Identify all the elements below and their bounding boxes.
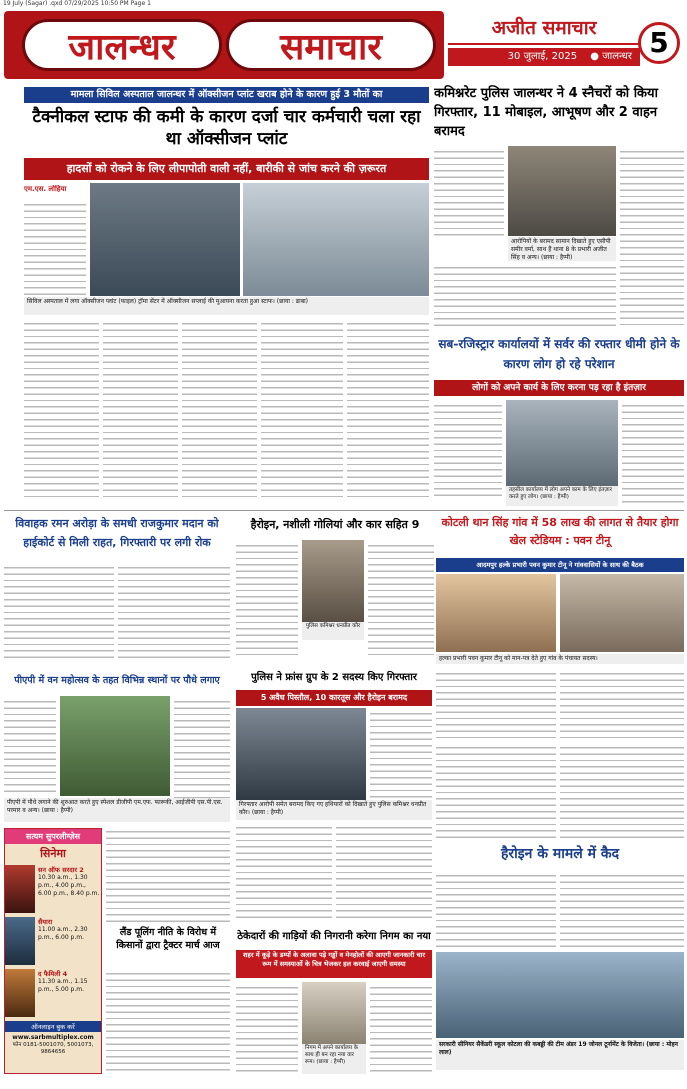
story3-body-col1 — [434, 400, 502, 500]
oxygen-plant-photo-2 — [243, 183, 429, 296]
story6-body-col2 — [174, 696, 230, 806]
story1-body-col5 — [261, 318, 343, 500]
story7-body-col1 — [236, 822, 332, 922]
story11-body-col2 — [560, 870, 684, 950]
story1-body-col2 — [24, 318, 99, 500]
story6-body-col3 — [106, 826, 230, 922]
tinu-meeting-photo-2 — [560, 574, 684, 652]
movie3-poster — [5, 969, 35, 1017]
story5-headline: हैरोइन, नशीली गोलियां और कार सहित 9 — [250, 518, 420, 531]
cinema-ad-title: सत्यम सुपरलीग्ज़ेस — [5, 829, 101, 844]
story2-body-col1 — [434, 146, 504, 236]
story10-caption: निगम में अपने कार्यालय के साथ ही बन रहा नया वार रूम। (छाया : हैप्पी) — [302, 1044, 366, 1074]
story8-body-col4 — [560, 742, 684, 838]
snatchers-arrest-photo — [508, 146, 616, 236]
story3-body-col2 — [622, 400, 684, 506]
weapons-recovered-photo — [236, 708, 366, 800]
story8-body-col3 — [436, 742, 556, 838]
story1-body-col3 — [103, 318, 178, 500]
story5-caption: पुलिस कमिश्नर धनप्रीत कौर — [302, 622, 364, 640]
story9-headline: लैंड पूलिंग नीति के विरोध में किसानों द्वारा ट्रैक्टर मार्च आज — [116, 927, 220, 951]
story4-headline: विवाहक रमन अरोड़ा के समधी राजकुमार मदान को हाईकोर्ट से मिली राहत, गिरफ्तारी पर लगी रोक — [15, 517, 219, 549]
story6-headline: पीएपी में वन महोत्सव के तहत विभिन्न स्थानों पर पौधे लगाए — [14, 675, 220, 686]
police-commissioner-photo — [302, 540, 364, 622]
booking-phone: फोन 0181-5001070, 5001073, 9864656 — [12, 1042, 94, 1055]
booking-website: www.sarbmultiplex.com — [12, 1034, 94, 1041]
story1-byline: एम.एस. लोहिया — [24, 185, 67, 193]
movie3-title: द फैमिली 4 — [38, 970, 68, 978]
story1-body-col4 — [182, 318, 257, 500]
masthead-city: जालन्धर — [22, 19, 222, 71]
story1-subhead: हादसों को रोकने के लिए लीपापोती वाली नहीं, बारीकी से जांच करने की ज़रूरत — [24, 158, 429, 180]
movie1-times: 10.30 a.m., 1.30 p.m., 4.00 p.m., 6.00 p.m., 8.40 p.m. — [38, 874, 100, 897]
section-divider — [4, 510, 684, 511]
cinema-ad-subtitle: सिनेमा — [40, 847, 66, 860]
story10-body-col2 — [370, 982, 432, 1074]
story8-subhead: आदमपुर हल्के प्रभारी पवन कुमार टीनू ने गांववासियों के साथ की बैठक — [436, 558, 684, 572]
booking-label: ऑनलाइन बुक करें — [5, 1021, 101, 1032]
story7-subhead: 5 अवैध पिस्तौल, 10 कारतूस और हैरोइन बरामद — [236, 690, 432, 706]
story2-headline: कमिश्नरेट पुलिस जालन्धर ने 4 स्नैचरों को किया गिरफ्तार, 11 मोबाइल, आभूषण और 2 वाहन बरामद — [434, 86, 658, 139]
story8-body-col2 — [560, 668, 684, 738]
story11-credit: (छाया : मोहन लाल) — [439, 1041, 678, 1056]
story8-body-col1 — [436, 668, 556, 738]
masthead-section: समाचार — [226, 19, 436, 71]
oxygen-plant-photo-1 — [90, 183, 240, 296]
story10-credit: (छाया : हैप्पी) — [316, 1059, 346, 1065]
story10-headline: ठेकेदारों की गाड़ियों की निगरानी करेगा निगम का नया — [237, 931, 431, 942]
story11-headline: हैरोइन के मामले में कैद — [500, 846, 620, 862]
story1-photo-caption: सिविल अस्पताल में लगा ऑक्सीजन प्लांट (फाइल) ट्रॉमा सेंटर में ऑक्सीजन सप्लाई की मुआयना करता हुआ स्टाफ। (छाया : ढाबा) — [24, 297, 429, 315]
story8-caption: हल्का प्रभारी पवन कुमार टीनू को मान-पत्र देते हुए गांव के पंचायत सदस्य। — [436, 654, 684, 664]
story7-headline: पुलिस ने फ्रांस ग्रुप के 2 सदस्य किए गिरफ्तार — [251, 672, 417, 683]
story3-photo-caption: तहसील कार्यालय में लोग अपने काम के लिए इंतज़ार करते हुए लोग। (छाया : हैप्पी) — [506, 486, 618, 506]
issue-date: 30 जुलाई, 2025 — [507, 51, 578, 62]
tinu-meeting-photo-1 — [436, 574, 556, 652]
story7-body-col2 — [336, 822, 432, 922]
story11-caption: सरकारी सीनियर सैकेंडरी स्कूल कोटला की कबड्डी की टीम अंडर 19 जोनल टूर्नामेंट के विजेता। (छाया : मोहन लाल) — [436, 1040, 684, 1070]
kabaddi-team-photo — [436, 952, 684, 1038]
story10-subhead: शहर में कूड़े के डम्पों के अलावा पड़े गड्ढों व मेनहोलों की आएगी जानकारी चार रूम में समस्याओं के चित्र भेजकर हल करवाई जाएगी समस्या — [236, 950, 432, 978]
movie2-times: 11.00 a.m., 2.30 p.m., 6.00 p.m. — [38, 926, 88, 941]
paper-name: अजीत समाचार — [448, 11, 640, 45]
story2-body-col2 — [434, 262, 616, 326]
pap-tree-plantation-photo — [60, 696, 170, 796]
issue-city: ● जालन्धर — [590, 51, 632, 62]
story7-body-col3 — [370, 708, 432, 808]
story4-body-col1 — [4, 562, 114, 662]
sub-registrar-photo — [506, 400, 618, 486]
page-number: 5 — [638, 22, 680, 64]
movie2-poster — [5, 917, 35, 965]
movie2-title: सैयारा — [38, 918, 53, 926]
story4-body-col2 — [118, 562, 230, 662]
story1-kicker: मामला सिविल अस्पताल जालन्धर में ऑक्सीजन प्लांट खराब होने के कारण हुई 3 मौतों का — [24, 87, 429, 103]
date-bar — [448, 48, 640, 66]
story10-body-col1 — [236, 982, 298, 1074]
movie1-title: सन ऑफ सरदार 2 — [38, 866, 84, 874]
story6-body-col1 — [4, 696, 56, 796]
war-room-photo — [302, 982, 366, 1044]
story2-photo-caption: आरोपियों के बरामद सामान दिखाते हुए एसीपी समीर वर्मा, साथ हैं थाना 8 के प्रभारी अजीत सिंह व अन्य। (छाया : हैप्पी) — [508, 237, 616, 261]
story1-body-col6 — [347, 318, 429, 500]
story1-body-col1 — [24, 199, 86, 295]
story2-body-col3 — [620, 146, 684, 326]
print-slug: 19 July (Sagar) .qxd 07/29/2025 10:50 PM Page 1 — [3, 0, 151, 7]
movie1-poster — [5, 865, 35, 913]
story9-body — [106, 968, 230, 1074]
cinema-ad — [4, 828, 102, 1074]
story7-credit: (छाया : हैप्पी) — [251, 809, 284, 816]
story2-credit: (छाया : हैप्पी) — [540, 254, 573, 261]
story6-credit: (छाया : हैप्पी) — [41, 807, 73, 814]
story7-caption: गिरफ्तार आरोपी समेत बरामद किए गए हथियारों को दिखाते हुए पुलिस कमिश्नर धनप्रीत कौर। (छाया : हैप्पी) — [236, 800, 432, 820]
story3-headline: सब-रजिस्ट्रार कार्यालयों में सर्वर की रफ्तार धीमी होने के कारण लोग हो रहे परेशान — [438, 337, 680, 371]
movie3-times: 11.30 a.m., 1.15 p.m., 5.00 p.m. — [38, 978, 88, 993]
story1-headline: टैक्नीकल स्टाफ की कमी के कारण दर्जा चार कर्मचारी चला रहा था ऑक्सीजन प्लांट — [32, 107, 421, 149]
story5-body-col1 — [236, 540, 298, 660]
story11-body-col1 — [436, 870, 556, 950]
story3-subhead: लोगों को अपने कार्य के लिए करना पड़ रहा है इंतज़ार — [434, 380, 684, 396]
story6-caption: पीएपी में पौधे लगाने की शुरुआत करते हुए स्पेशल डीजीपी एम.एफ. फारूकी, आईजीपी एस.पी.एस. परमार व अन्य। (छाया : हैप्पी) — [4, 798, 230, 822]
story8-headline: कोटली थान सिंह गांव में 58 लाख की लागत से तैयार होगा खेल स्टेडियम : पवन टीनू — [441, 516, 679, 547]
story5-body-col2 — [368, 540, 434, 660]
